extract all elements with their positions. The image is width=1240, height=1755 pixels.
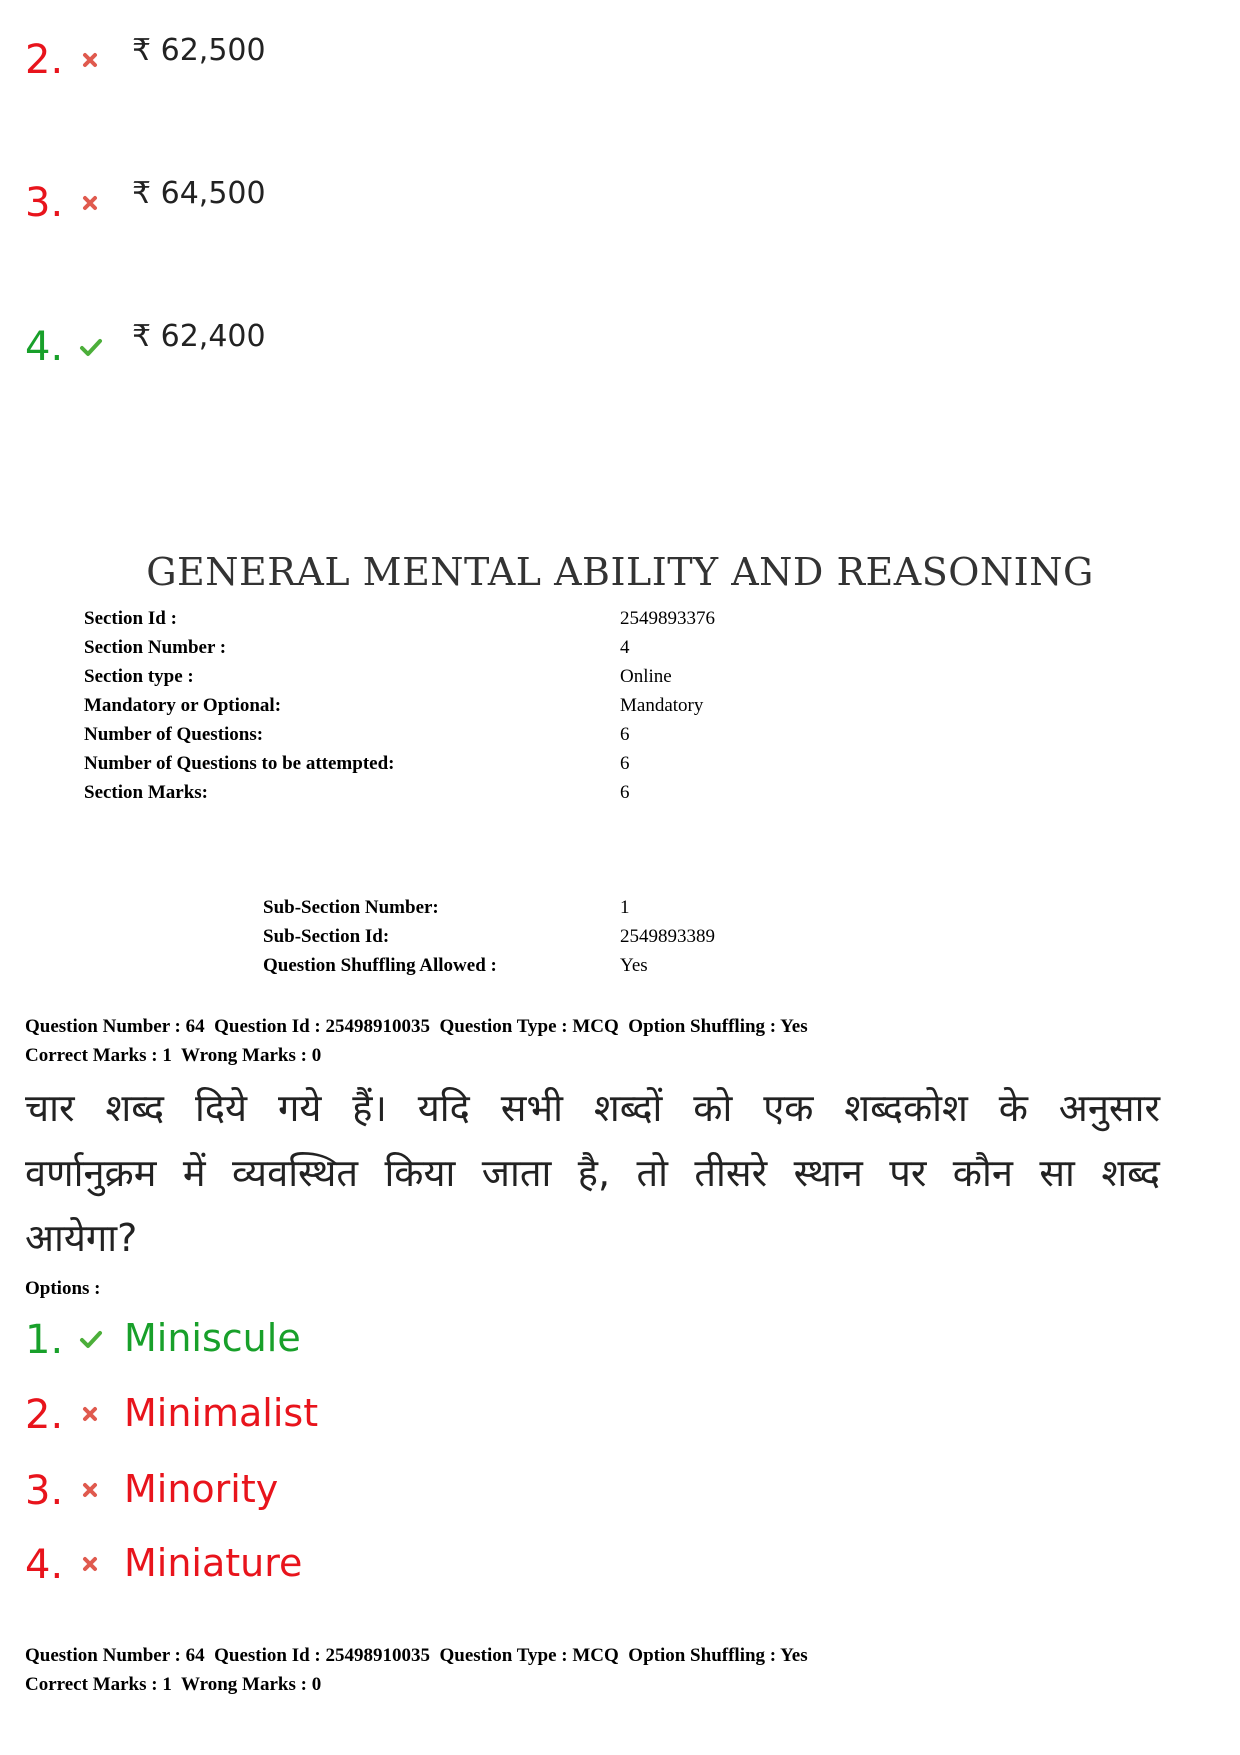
section-type-value: Online — [620, 666, 672, 687]
section-title: GENERAL MENTAL ABILITY AND REASONING — [146, 550, 1094, 594]
section-id-value: 2549893376 — [620, 608, 715, 629]
option-text: Minority — [124, 1467, 279, 1511]
option-text: Minimalist — [124, 1391, 319, 1435]
cross-icon — [82, 195, 98, 216]
cross-icon — [82, 1406, 98, 1427]
num-attempt-value: 6 — [620, 753, 630, 774]
num-questions-label: Number of Questions: — [84, 724, 264, 745]
section-marks-label: Section Marks: — [84, 782, 209, 803]
num-attempt-label: Number of Questions to be attempted: — [84, 753, 395, 774]
section-id-label: Section Id : — [84, 608, 177, 629]
option-value: ₹ 62,400 — [132, 319, 266, 354]
next-question-header: Question Number : 64 Question Id : 25498910035 Question Type : MCQ Option Shuffling : Yes — [25, 1645, 808, 1666]
section-number-label: Section Number : — [84, 637, 227, 658]
cross-icon — [82, 1556, 98, 1577]
section-type-label: Section type : — [84, 666, 194, 687]
shuffling-value: Yes — [620, 955, 648, 976]
option-value: ₹ 64,500 — [132, 176, 266, 211]
option-number: 4. — [25, 324, 64, 370]
option-number: 1. — [25, 1317, 64, 1363]
subsection-number-label: Sub-Section Number: — [263, 897, 439, 918]
option-number: 2. — [25, 37, 64, 83]
option-text: Miniscule — [124, 1316, 301, 1360]
option-value: ₹ 62,500 — [132, 33, 266, 68]
check-icon — [79, 337, 103, 362]
option-text: Miniature — [124, 1541, 303, 1585]
section-number-value: 4 — [620, 637, 630, 658]
mandatory-label: Mandatory or Optional: — [84, 695, 282, 716]
cross-icon — [82, 1482, 98, 1503]
option-number: 4. — [25, 1542, 64, 1588]
option-number: 2. — [25, 1392, 64, 1438]
subsection-id-label: Sub-Section Id: — [263, 926, 390, 947]
next-question-marks: Correct Marks : 1 Wrong Marks : 0 — [25, 1674, 322, 1695]
subsection-id-value: 2549893389 — [620, 926, 715, 947]
question-marks: Correct Marks : 1 Wrong Marks : 0 — [25, 1045, 322, 1066]
options-label: Options : — [25, 1278, 101, 1299]
subsection-number-value: 1 — [620, 897, 630, 918]
mandatory-value: Mandatory — [620, 695, 704, 716]
option-number: 3. — [25, 180, 64, 226]
check-icon — [79, 1329, 103, 1354]
num-questions-value: 6 — [620, 724, 630, 745]
option-number: 3. — [25, 1468, 64, 1514]
question-header: Question Number : 64 Question Id : 25498910035 Question Type : MCQ Option Shuffling : Yes — [25, 1016, 808, 1037]
question-text: चार शब्द दिये गये हैं। यदि सभी शब्दों को एक शब्दकोश के अनुसार वर्णानुक्रम में व्यवस्थित किया जाता है, तो तीसरे स्थान पर कौन सा शब्द आयेगा? — [25, 1086, 1160, 1260]
section-marks-value: 6 — [620, 782, 630, 803]
shuffling-label: Question Shuffling Allowed : — [263, 955, 497, 976]
cross-icon — [82, 52, 98, 73]
